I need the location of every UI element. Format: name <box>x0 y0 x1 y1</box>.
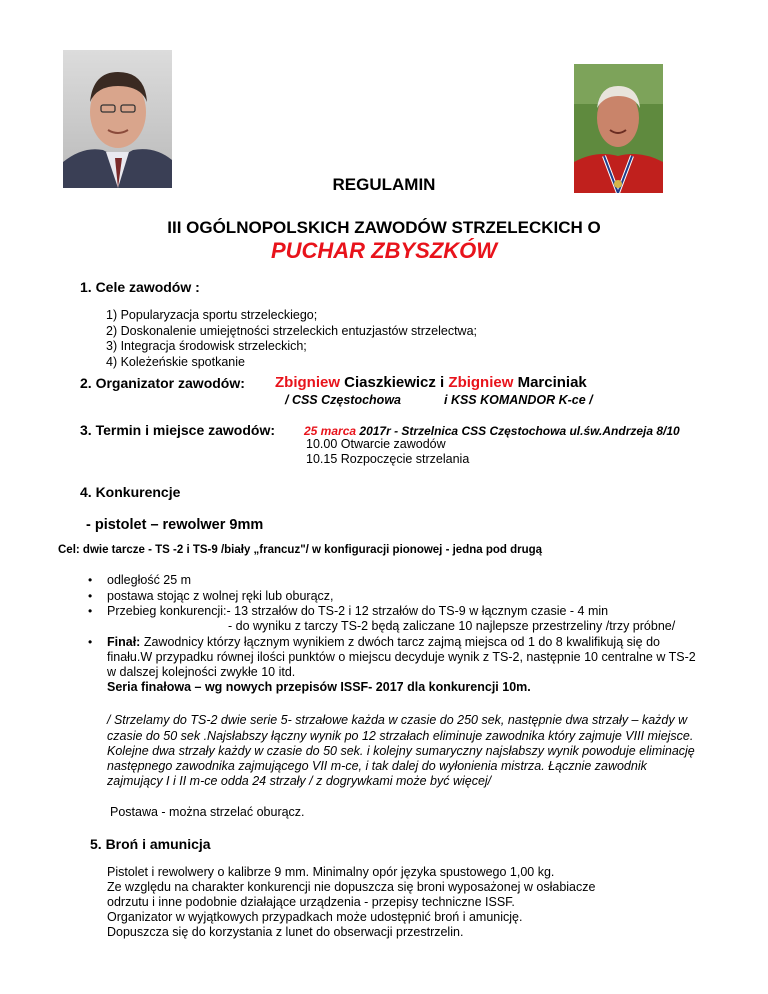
schedule-start: 10.15 Rozpoczęcie strzelania <box>306 452 470 466</box>
rule-final-line-2: finału.W przypadku równej ilości punktów o miejscu decyduje wynik z TS-2, następnie 10 centralne w TS-2 <box>107 650 696 664</box>
final-procedure-line: Kolejne dwa strzały każdy w czasie do 50 sek. i kolejny sumaryczny najsłabszy wynik powoduje eliminację <box>107 744 695 758</box>
organizer-1-club: / CSS Częstochowa <box>285 393 401 407</box>
weapons-rule: Ze względu na charakter konkurencji nie dopuszcza się broni wyposażonej w osłabiacze <box>107 880 596 894</box>
final-label: Finał: <box>107 635 141 649</box>
organizers <box>275 374 587 391</box>
final-procedure-line: zajmujący I i II m-ce odda 24 strzały / z dogrywkami może być więcej/ <box>107 774 492 788</box>
organizer-2-club: i KSS KOMANDOR K-ce / <box>444 393 593 407</box>
organizer-2-surname: Marciniak <box>517 374 587 391</box>
cup-name: PUCHAR ZBYSZKÓW <box>270 238 498 263</box>
schedule-opening: 10.00 Otwarcie zawodów <box>306 437 446 451</box>
bullet-dot: • <box>88 604 93 618</box>
weapons-rule: odrzutu i inne podobnie działające urządzenia - przepisy techniczne ISSF. <box>107 895 515 909</box>
organizer-2-first-name: Zbigniew <box>448 374 514 391</box>
bullet-dot: • <box>88 635 93 649</box>
event-date-place <box>304 424 680 438</box>
final-procedure-line: / Strzelamy do TS-2 dwie serie 5- strzałowe każda w czasie do 250 sek, następnie dwa strzały – każdy w <box>107 713 688 727</box>
goal-item: 4) Koleżeńskie spotkanie <box>106 355 245 369</box>
section-1-heading: 1. Cele zawodów : <box>80 279 200 295</box>
goal-item: 2) Doskonalenie umiejętności strzeleckich entuzjastów strzelectwa; <box>106 324 477 338</box>
weapons-rule: Pistolet i rewolwery o kalibrze 9 mm. Minimalny opór języka spustowego 1,00 kg. <box>107 865 555 879</box>
target-description: Cel: dwie tarcze - TS -2 i TS-9 /biały „francuz"/ w konfiguracji pionowej - jedna pod drugą <box>58 544 543 556</box>
organizer-1-first-name: Zbigniew <box>275 374 340 391</box>
final-text: Zawodnicy którzy łącznym wynikiem z dwóch tarcz zajmą miejsca od 1 do 8 kwalifikują się do <box>143 635 660 649</box>
section-5-heading: 5. Broń i amunicja <box>90 836 211 852</box>
rule-course: Przebieg konkurencji:- 13 strzałów do TS-2 i 12 strzałów do TS-9 w łącznym czasie - 4 min <box>107 604 609 618</box>
rule-course-scoring: - do wyniku z tarczy TS-2 będą zaliczane 10 najlepsze przestrzeliny /trzy próbne/ <box>228 619 676 633</box>
event-date: 25 marca <box>304 424 357 438</box>
final-procedure-line: następnego zawodnika zajmującego VII m-ce, i tak dalej do wyłonienia mistrza. Łącznie zawodnik <box>107 759 647 773</box>
weapons-rule: Dopuszcza się do korzystania z lunet do obserwacji przestrzelin. <box>107 925 464 939</box>
organizer-1-surname: Ciaszkiewicz i <box>344 374 445 391</box>
rule-final-line-3: w dalszej kolejności zwykłe 10 itd. <box>107 665 296 679</box>
section-4-heading: 4. Konkurencje <box>80 484 181 500</box>
portrait-left <box>63 50 172 188</box>
portrait-right <box>574 64 663 193</box>
bullet-dot: • <box>88 573 93 587</box>
goal-item: 3) Integracja środowisk strzeleckich; <box>106 339 307 353</box>
weapons-rule: Organizator w wyjątkowych przypadkach może udostępnić broń i amunicję. <box>107 910 523 924</box>
section-3-heading: 3. Termin i miejsce zawodów: <box>80 422 276 438</box>
competition-name: - pistolet – rewolwer 9mm <box>86 517 264 533</box>
rule-distance: odległość 25 m <box>107 573 192 587</box>
goal-item: 1) Popularyzacja sportu strzeleckiego; <box>106 308 318 322</box>
event-place: 2017r - Strzelnica CSS Częstochowa ul.św.Andrzeja 8/10 <box>359 424 680 438</box>
rule-final-series: Seria finałowa – wg nowych przepisów ISSF- 2017 dla konkurencji 10m. <box>107 680 531 694</box>
stance-note: Postawa - można strzelać oburącz. <box>110 805 305 819</box>
final-procedure-line: czasie do 50 sek .Najsłabszy łączny wynik po 12 strzałach eliminuje zawodnika który zajmuje VIII miejsce. <box>107 729 694 743</box>
bullet-dot: • <box>88 589 93 603</box>
document-subtitle: III OGÓLNOPOLSKICH ZAWODÓW STRZELECKICH O <box>167 218 601 237</box>
rule-final-line-1 <box>107 635 660 649</box>
document-title: REGULAMIN <box>332 175 436 194</box>
rule-stance: postawa stojąc z wolnej ręki lub oburącz, <box>107 589 334 603</box>
section-2-heading: 2. Organizator zawodów: <box>80 375 245 391</box>
